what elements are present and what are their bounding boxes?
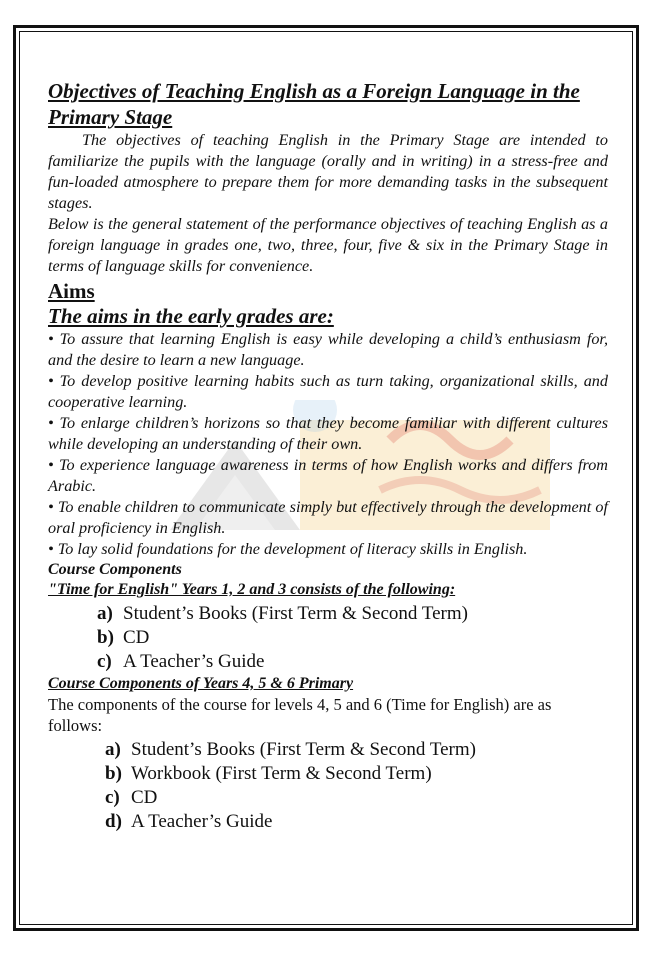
list-item-letter: b)	[105, 763, 122, 784]
years-456-list	[48, 738, 608, 834]
course-components-heading: Course Components	[48, 561, 182, 578]
list-item	[48, 786, 608, 810]
aim-bullet: • To lay solid foundations for the development of literacy skills in English.	[48, 540, 528, 558]
list-item-letter: a)	[97, 603, 113, 624]
aim-bullet: • To experience language awareness in terms of how English works and differs from Arabic.	[48, 456, 608, 495]
list-item-letter: a)	[105, 739, 121, 760]
years-123-heading: "Time for English" Years 1, 2 and 3 consists of the following:	[48, 581, 456, 598]
list-item-text: A Teacher’s Guide	[131, 811, 273, 832]
years-456-heading: Course Components of Years 4, 5 & 6 Primary	[48, 675, 354, 692]
intro-paragraph-2: Below is the general statement of the performance objectives of teaching English as a foreign language in grades one, two, three, four, five & six in the Primary Stage in terms of language skills for convenience.	[48, 215, 608, 275]
aim-bullet: • To develop positive learning habits such as turn taking, organizational skills, and cooperative learning.	[48, 372, 608, 411]
intro-paragraph-1: The objectives of teaching English in the Primary Stage are intended to familiarize the pupils with the language (orally and in writing) in a stress-free and fun-loaded atmosphere to prepare them for more demanding tasks in the subsequent stages.	[48, 131, 608, 212]
list-item-text: A Teacher’s Guide	[123, 651, 265, 672]
list-item-text: CD	[131, 787, 158, 808]
page-title: Objectives of Teaching English as a Foreign Language in the Primary Stage	[48, 79, 580, 129]
list-item-letter: d)	[105, 811, 122, 832]
list-item	[48, 626, 608, 650]
list-item-text: CD	[123, 627, 150, 648]
list-item	[48, 810, 608, 834]
list-item-letter: c)	[105, 787, 120, 808]
years-123-list	[48, 602, 608, 674]
list-item-letter: b)	[97, 627, 114, 648]
list-item-text: Student’s Books (First Term & Second Term)	[131, 739, 476, 760]
list-item	[48, 738, 608, 762]
list-item	[48, 762, 608, 786]
years-456-intro: The components of the course for levels 4, 5 and 6 (Time for English) are as follows:	[48, 695, 552, 735]
aim-bullet: • To assure that learning English is easy while developing a child’s enthusiasm for, and the desire to learn a new language.	[48, 330, 608, 369]
list-item-text: Student’s Books (First Term & Second Term)	[123, 603, 468, 624]
aims-subheading: The aims in the early grades are:	[48, 304, 334, 328]
aims-heading: Aims	[48, 279, 95, 303]
list-item-letter: c)	[97, 651, 112, 672]
list-item	[48, 602, 608, 626]
document-body	[48, 78, 608, 834]
aim-bullet: • To enable children to communicate simply but effectively through the development of oral proficiency in English.	[48, 498, 608, 537]
list-item-text: Workbook (First Term & Second Term)	[131, 763, 432, 784]
aim-bullet: • To enlarge children’s horizons so that they become familiar with different cultures while developing an understanding of their own.	[48, 414, 608, 453]
list-item	[48, 650, 608, 674]
